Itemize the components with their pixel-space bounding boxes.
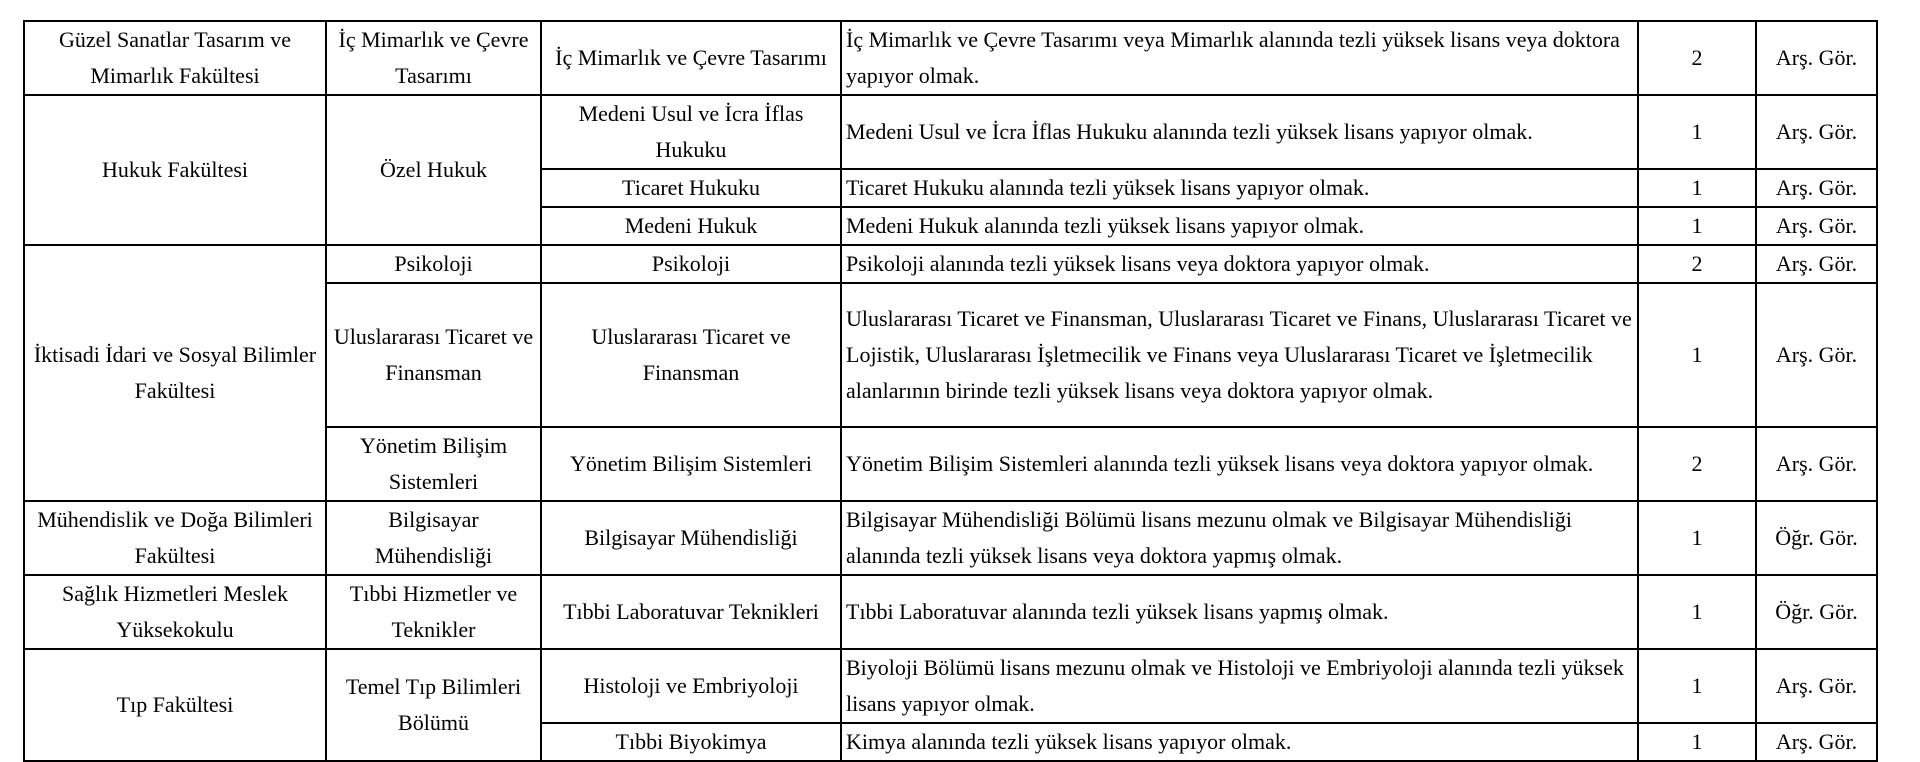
- requirement-cell: Tıbbi Laboratuvar alanında tezli yüksek lisans yapmış olmak.: [841, 575, 1638, 649]
- program-cell: Bilgisayar Mühendisliği: [541, 501, 841, 575]
- requirement-cell: Biyoloji Bölümü lisans mezunu olmak ve Histoloji ve Embriyoloji alanında tezli yüksek lisans yapıyor olmak.: [841, 649, 1638, 723]
- requirement-cell: Medeni Usul ve İcra İflas Hukuku alanında tezli yüksek lisans yapıyor olmak.: [841, 95, 1638, 169]
- title-cell: Arş. Gör.: [1756, 169, 1877, 207]
- title-cell: Arş. Gör.: [1756, 427, 1877, 501]
- count-cell: 1: [1638, 723, 1756, 761]
- program-cell: Histoloji ve Embriyoloji: [541, 649, 841, 723]
- department-cell: Bilgisayar Mühendisliği: [326, 501, 541, 575]
- table-row: [24, 95, 1877, 169]
- department-cell: Özel Hukuk: [326, 95, 541, 245]
- requirement-cell: Medeni Hukuk alanında tezli yüksek lisans yapıyor olmak.: [841, 207, 1638, 245]
- title-cell: Öğr. Gör.: [1756, 501, 1877, 575]
- requirement-cell: Yönetim Bilişim Sistemleri alanında tezli yüksek lisans veya doktora yapıyor olmak.: [841, 427, 1638, 501]
- table-row: [24, 245, 1877, 283]
- faculty-cell: Tıp Fakültesi: [24, 649, 326, 761]
- count-cell: 1: [1638, 283, 1756, 427]
- program-cell: Medeni Hukuk: [541, 207, 841, 245]
- positions-table: [23, 20, 1878, 762]
- title-cell: Arş. Gör.: [1756, 649, 1877, 723]
- department-cell: Psikoloji: [326, 245, 541, 283]
- requirement-cell: Uluslararası Ticaret ve Finansman, Uluslararası Ticaret ve Finans, Uluslararası Ticaret ve Lojistik, Uluslararası İşletmecilik ve Finans veya Uluslararası Ticaret ve İşletmecilik alanlarının birinde tezli yüksek lisans veya doktora yapıyor olmak.: [841, 283, 1638, 427]
- count-cell: 1: [1638, 649, 1756, 723]
- program-cell: Yönetim Bilişim Sistemleri: [541, 427, 841, 501]
- requirement-cell: Ticaret Hukuku alanında tezli yüksek lisans yapıyor olmak.: [841, 169, 1638, 207]
- department-cell: Yönetim Bilişim Sistemleri: [326, 427, 541, 501]
- program-cell: Medeni Usul ve İcra İflas Hukuku: [541, 95, 841, 169]
- program-cell: Ticaret Hukuku: [541, 169, 841, 207]
- faculty-cell: Hukuk Fakültesi: [24, 95, 326, 245]
- department-cell: Temel Tıp Bilimleri Bölümü: [326, 649, 541, 761]
- requirement-cell: İç Mimarlık ve Çevre Tasarımı veya Mimarlık alanında tezli yüksek lisans veya doktora yapıyor olmak.: [841, 21, 1638, 95]
- count-cell: 1: [1638, 95, 1756, 169]
- count-cell: 2: [1638, 245, 1756, 283]
- faculty-cell: Mühendislik ve Doğa Bilimleri Fakültesi: [24, 501, 326, 575]
- program-cell: Uluslararası Ticaret ve Finansman: [541, 283, 841, 427]
- title-cell: Arş. Gör.: [1756, 21, 1877, 95]
- title-cell: Arş. Gör.: [1756, 207, 1877, 245]
- department-cell: Uluslararası Ticaret ve Finansman: [326, 283, 541, 427]
- table-row: [24, 501, 1877, 575]
- count-cell: 1: [1638, 169, 1756, 207]
- faculty-cell: Güzel Sanatlar Tasarım ve Mimarlık Fakültesi: [24, 21, 326, 95]
- program-cell: Tıbbi Laboratuvar Teknikleri: [541, 575, 841, 649]
- requirement-cell: Psikoloji alanında tezli yüksek lisans veya doktora yapıyor olmak.: [841, 245, 1638, 283]
- title-cell: Arş. Gör.: [1756, 95, 1877, 169]
- requirement-cell: Kimya alanında tezli yüksek lisans yapıyor olmak.: [841, 723, 1638, 761]
- faculty-cell: İktisadi İdari ve Sosyal Bilimler Fakültesi: [24, 245, 326, 501]
- count-cell: 2: [1638, 427, 1756, 501]
- department-cell: Tıbbi Hizmetler ve Teknikler: [326, 575, 541, 649]
- table-row: [24, 21, 1877, 95]
- title-cell: Arş. Gör.: [1756, 245, 1877, 283]
- requirement-cell: Bilgisayar Mühendisliği Bölümü lisans mezunu olmak ve Bilgisayar Mühendisliği alanında tezli yüksek lisans veya doktora yapmış olmak.: [841, 501, 1638, 575]
- department-cell: İç Mimarlık ve Çevre Tasarımı: [326, 21, 541, 95]
- table-row: [24, 649, 1877, 723]
- count-cell: 2: [1638, 21, 1756, 95]
- title-cell: Öğr. Gör.: [1756, 575, 1877, 649]
- title-cell: Arş. Gör.: [1756, 283, 1877, 427]
- program-cell: Psikoloji: [541, 245, 841, 283]
- program-cell: Tıbbi Biyokimya: [541, 723, 841, 761]
- count-cell: 1: [1638, 207, 1756, 245]
- count-cell: 1: [1638, 575, 1756, 649]
- program-cell: İç Mimarlık ve Çevre Tasarımı: [541, 21, 841, 95]
- count-cell: 1: [1638, 501, 1756, 575]
- table-row: [24, 575, 1877, 649]
- title-cell: Arş. Gör.: [1756, 723, 1877, 761]
- faculty-cell: Sağlık Hizmetleri Meslek Yüksekokulu: [24, 575, 326, 649]
